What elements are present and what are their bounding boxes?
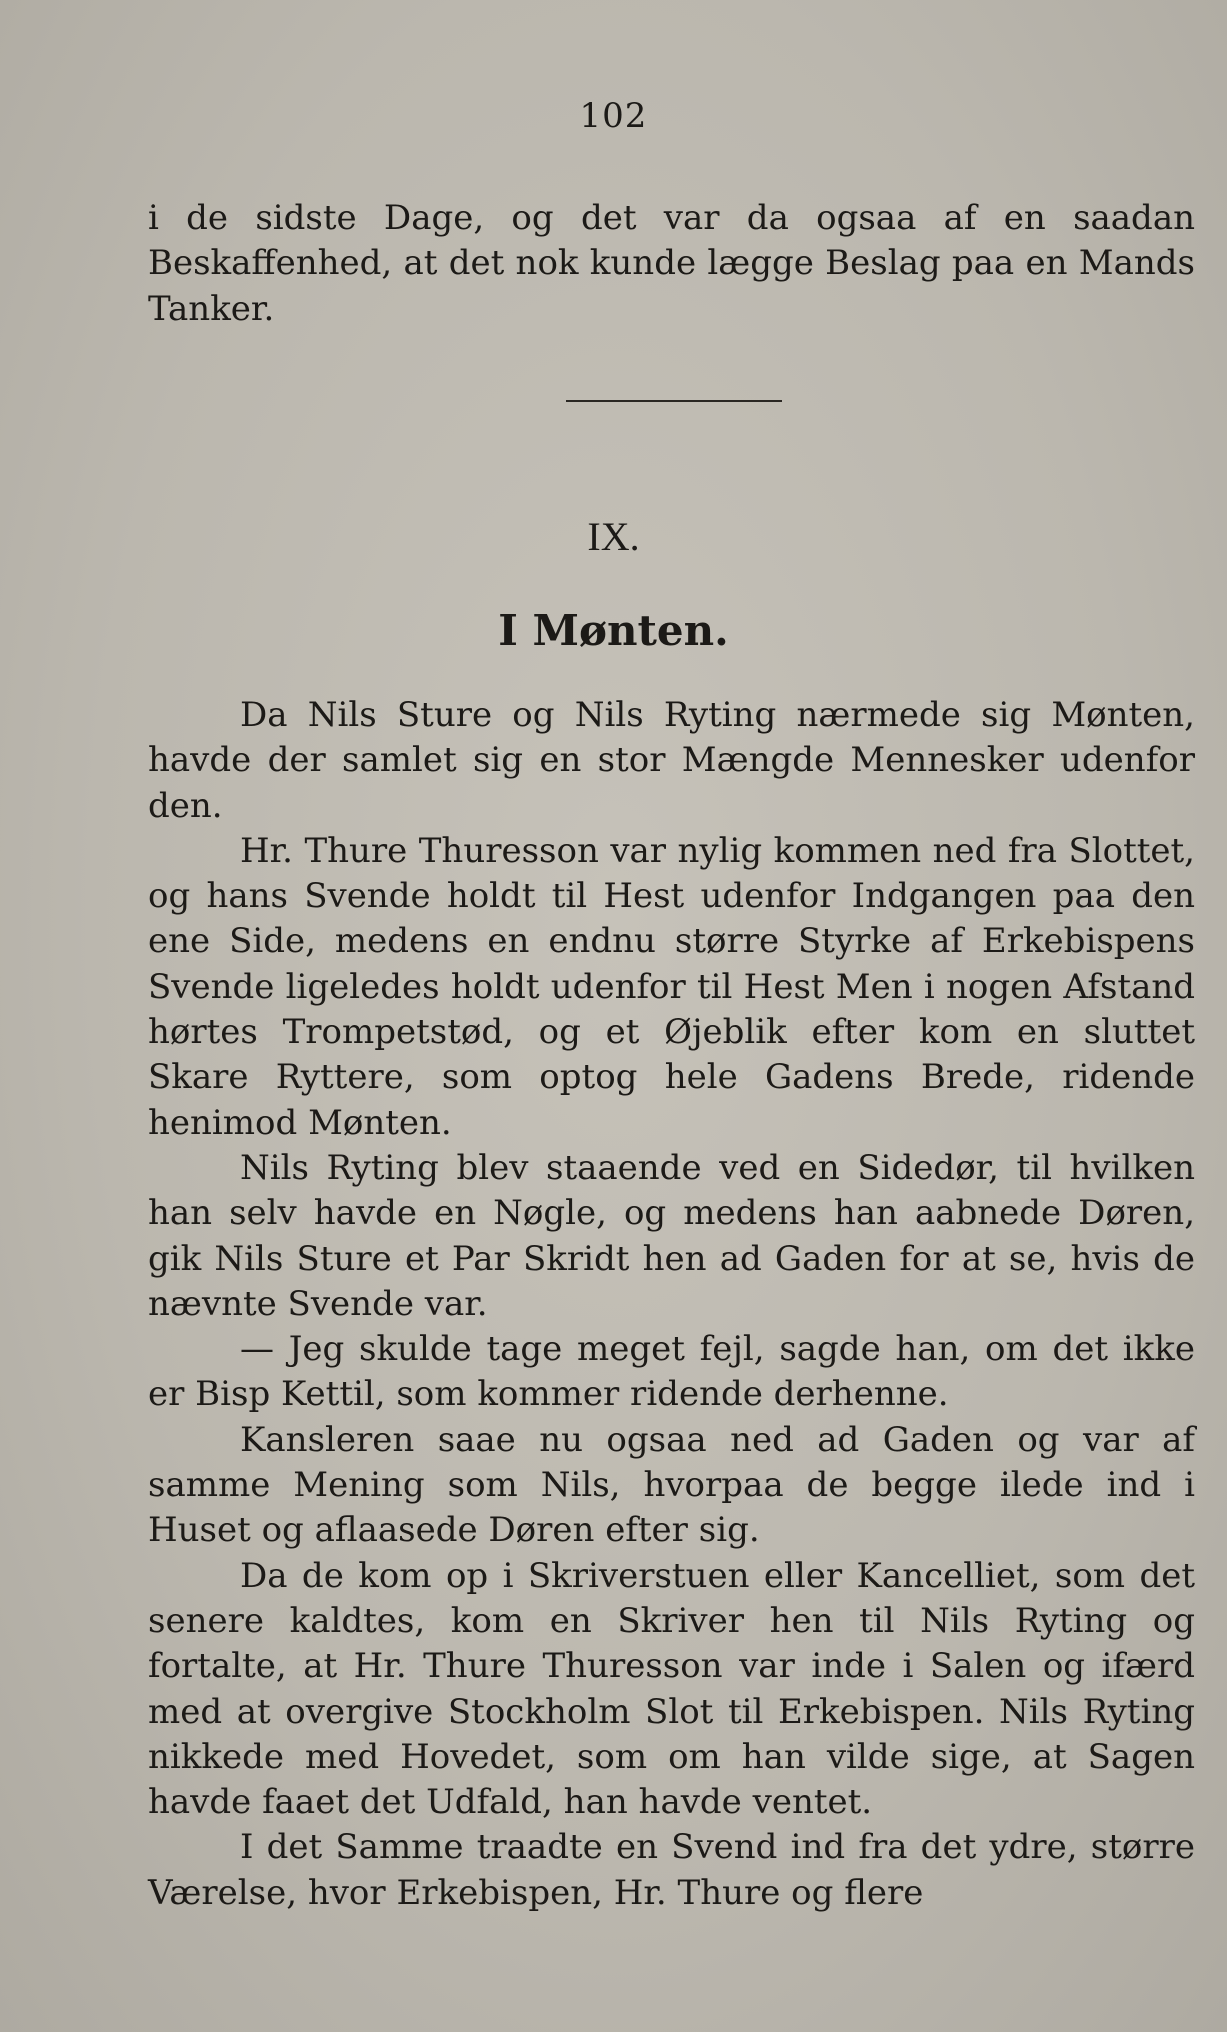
chapter-title: I Mønten.: [498, 606, 729, 655]
paragraph: Da Nils Sture og Nils Ryting nærmede sig Mønten, havde der samlet sig en stor Mængde Mennesker udenfor den.: [148, 695, 1195, 826]
paragraph: i de sidste Dage, og det var da ogsaa af en saadan Beskaffenhed, at det nok kunde lægge Beslag paa en Mands Tanker.: [148, 198, 1195, 329]
chapter-body: [148, 693, 1195, 1916]
paragraph: Hr. Thure Thuresson var nylig kommen ned fra Slottet, og hans Svende holdt til Hest udenfor Indgangen paa den ene Side, medens en endnu større Styrke af Erkebispens Svende ligeledes holdt udenfor til Hest Men i nogen Afstand hørtes Trompetstød, og et Øjeblik efter kom en sluttet Skare Ryttere, som optog hele Gadens Brede, ridende henimod Mønten.: [148, 830, 1195, 1143]
paragraph: I det Samme traadte en Svend ind fra det ydre, større Værelse, hvor Erkebispen, Hr. Thure og flere: [148, 1827, 1195, 1913]
page-number: 102: [579, 96, 648, 136]
chapter-number: IX.: [587, 514, 640, 559]
paragraph: Nils Ryting blev staaende ved en Sidedør, til hvilken han selv havde en Nøgle, og medens han aabnede Døren, gik Nils Sture et Par Skridt hen ad Gaden for at se, hvis de nævnte Svende var.: [148, 1147, 1195, 1324]
paragraph: — Jeg skulde tage meget fejl, sagde han, om det ikke er Bisp Kettil, som kommer ridende derhenne.: [148, 1329, 1195, 1415]
section-divider: [566, 400, 782, 402]
intro-paragraph: [148, 196, 1195, 332]
paragraph: Da de kom op i Skriverstuen eller Kancelliet, som det senere kaldtes, kom en Skriver hen til Nils Ryting og fortalte, at Hr. Thure Thuresson var inde i Salen og ifærd med at overgive Stockholm Slot til Erkebispen. Nils Ryting nikkede med Hovedet, som om han vilde sige, at Sagen havde faaet det Udfald, han havde ventet.: [148, 1555, 1195, 1823]
paragraph: Kansleren saae nu ogsaa ned ad Gaden og var af samme Mening som Nils, hvorpaa de begge ilede ind i Huset og aflaasede Døren efter sig.: [148, 1419, 1195, 1551]
